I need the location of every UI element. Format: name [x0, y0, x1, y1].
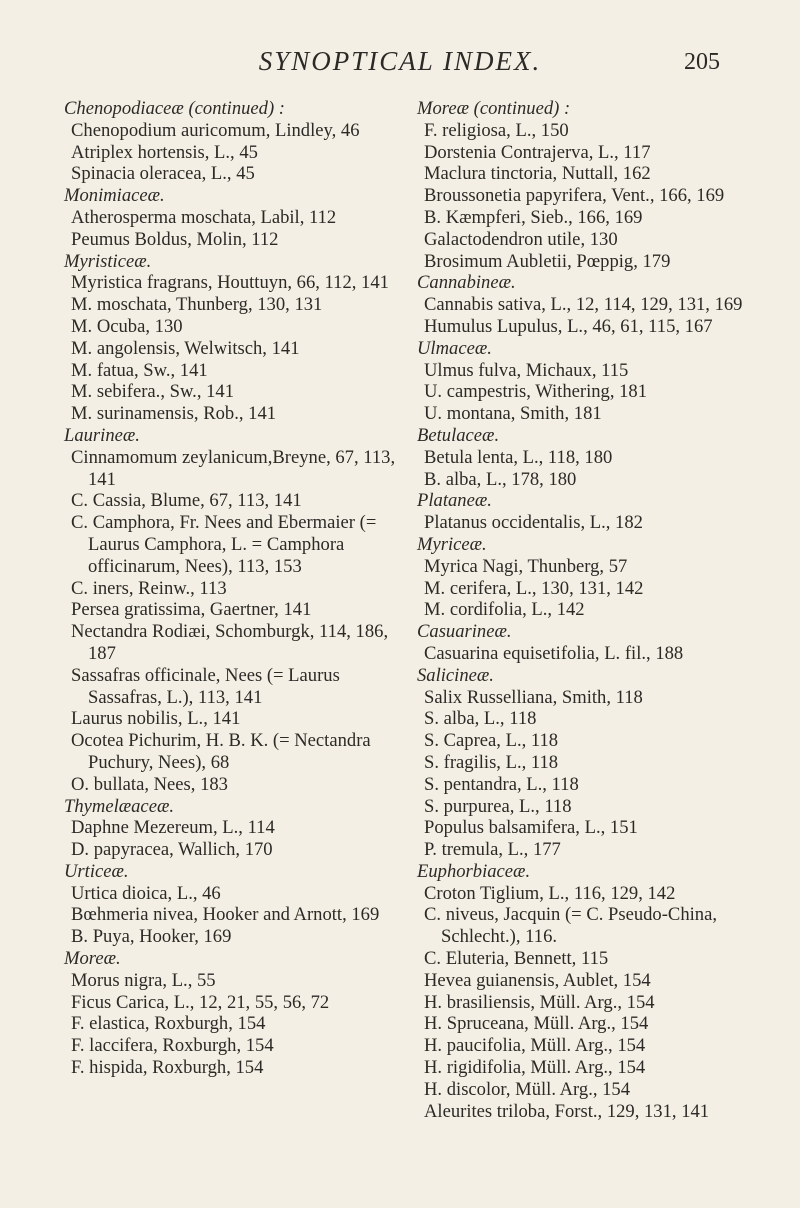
family-heading: Salicineæ.	[417, 664, 494, 686]
index-entry: C. Eluteria, Bennett, 115	[424, 948, 609, 970]
index-entry: Ulmus fulva, Michaux, 115	[424, 359, 629, 381]
index-entry: F. elastica, Roxburgh, 154	[71, 1013, 266, 1035]
index-entry: Aleurites triloba, Forst., 129, 131, 141	[424, 1100, 710, 1122]
index-entry: Atherosperma moschata, Labil, 112	[71, 206, 337, 228]
family-heading: Thymelæaceæ.	[64, 795, 174, 817]
index-entry: Nectandra Rodiæi, Schomburgk, 114, 186, 187	[71, 621, 389, 664]
index-entry: Maclura tinctoria, Nuttall, 162	[424, 163, 651, 185]
index-entry: Cannabis sativa, L., 12, 114, 129, 131, 169	[424, 294, 743, 316]
index-entry: Persea gratissima, Gaertner, 141	[71, 599, 312, 621]
index-entry: Populus balsamifera, L., 151	[424, 817, 638, 839]
index-entry: U. campestris, Withering, 181	[424, 381, 648, 403]
family-heading: Chenopodiaceæ (continued) :	[64, 98, 286, 119]
index-entry: Galactodendron utile, 130	[424, 228, 618, 250]
index-entry: M. Ocuba, 130	[71, 315, 183, 337]
index-entry: Myristica fragrans, Houttuyn, 66, 112, 141	[71, 272, 389, 294]
index-entry: Chenopodium auricomum, Lindley, 46	[71, 119, 360, 141]
index-entry: M. surinamensis, Rob., 141	[71, 403, 277, 425]
index-entry: M. fatua, Sw., 141	[71, 359, 208, 381]
index-entry: S. alba, L., 118	[424, 708, 537, 730]
index-entry: S. Caprea, L., 118	[424, 730, 559, 752]
index-entry: M. moschata, Thunberg, 130, 131	[71, 294, 323, 316]
left-column	[64, 98, 404, 1079]
family-heading: Euphorbiaceæ.	[417, 860, 531, 882]
index-entry: P. tremula, L., 177	[424, 839, 561, 861]
index-entry: Morus nigra, L., 55	[71, 969, 216, 991]
family-heading: Myriceæ.	[417, 533, 487, 555]
index-entry: Sassafras officinale, Nees (= Laurus Sassafras, L.), 113, 141	[71, 664, 340, 708]
family-heading: Monimiaceæ.	[64, 185, 165, 207]
index-entry: Platanus occidentalis, L., 182	[424, 512, 643, 534]
index-entry: C. niveus, Jacquin (= C. Pseudo-China, Schlecht.), 116.	[424, 904, 717, 948]
index-entry: Brosimum Aubletii, Pœppig, 179	[424, 250, 671, 272]
index-entry: D. papyracea, Wallich, 170	[71, 839, 273, 861]
index-entry: S. pentandra, L., 118	[424, 773, 579, 795]
index-entry: C. Cassia, Blume, 67, 113, 141	[71, 490, 302, 512]
index-entry: Humulus Lupulus, L., 46, 61, 115, 167	[424, 315, 713, 337]
index-entry: C. Camphora, Fr. Nees and Ebermaier (= Laurus Camphora, L. = Camphora officinarum, Nees), 113, 153	[71, 512, 377, 577]
index-entry: Hevea guianensis, Aublet, 154	[424, 969, 651, 991]
family-heading: Ulmaceæ.	[417, 337, 492, 359]
index-entry: S. purpurea, L., 118	[424, 795, 572, 817]
index-entry: Cinnamomum zeylanicum,Breyne, 67, 113, 141	[71, 446, 396, 490]
index-entry: Atriplex hortensis, L., 45	[71, 141, 258, 163]
index-entry: O. bullata, Nees, 183	[71, 773, 228, 795]
family-heading: Plataneæ.	[417, 490, 492, 512]
index-entry: Myrica Nagi, Thunberg, 57	[424, 555, 628, 577]
index-entry: M. cerifera, L., 130, 131, 142	[424, 577, 644, 599]
index-entry: Ocotea Pichurim, H. B. K. (= Nectandra Puchury, Nees), 68	[71, 730, 371, 773]
index-entry: Ficus Carica, L., 12, 21, 55, 56, 72	[71, 991, 330, 1013]
index-entry: Croton Tiglium, L., 116, 129, 142	[424, 882, 676, 904]
index-entry: Urtica dioica, L., 46	[71, 882, 221, 904]
family-heading: Casuarineæ.	[417, 621, 512, 643]
index-entry: Dorstenia Contrajerva, L., 117	[424, 141, 651, 163]
index-entry: B. alba, L., 178, 180	[424, 468, 577, 490]
family-heading: Betulaceæ.	[417, 424, 500, 446]
page-header	[0, 46, 800, 86]
index-entry: Salix Russelliana, Smith, 118	[424, 686, 643, 708]
page-number: 205	[684, 49, 720, 75]
family-heading: Myristiceæ.	[64, 250, 152, 272]
index-entry: C. iners, Reinw., 113	[71, 577, 227, 599]
family-heading: Laurineæ.	[64, 424, 140, 446]
family-heading: Cannabineæ.	[417, 272, 516, 294]
index-entry: B. Puya, Hooker, 169	[71, 926, 232, 948]
index-entry: Broussonetia papyrifera, Vent., 166, 169	[424, 185, 725, 207]
index-entry: Bœhmeria nivea, Hooker and Arnott, 169	[71, 904, 380, 926]
index-entry: U. montana, Smith, 181	[424, 403, 602, 425]
index-entry: M. cordifolia, L., 142	[424, 599, 585, 621]
index-entry: M. angolensis, Welwitsch, 141	[71, 337, 300, 359]
running-title: SYNOPTICAL INDEX.	[258, 46, 542, 76]
family-heading: Moreæ (continued) :	[417, 98, 571, 119]
index-entry: H. paucifolia, Müll. Arg., 154	[424, 1035, 646, 1057]
index-entry: H. Spruceana, Müll. Arg., 154	[424, 1013, 649, 1035]
index-entry: F. religiosa, L., 150	[424, 119, 569, 141]
index-entry: H. discolor, Müll. Arg., 154	[424, 1078, 631, 1100]
family-heading: Moreæ.	[64, 948, 121, 970]
family-heading: Urticeæ.	[64, 860, 129, 882]
index-entry: Casuarina equisetifolia, L. fil., 188	[424, 642, 684, 664]
index-entry: Betula lenta, L., 118, 180	[424, 446, 613, 468]
index-entry: Spinacia oleracea, L., 45	[71, 163, 255, 185]
index-entry: H. brasiliensis, Müll. Arg., 154	[424, 991, 655, 1013]
index-entry: M. sebifera., Sw., 141	[71, 381, 235, 403]
index-entry: Laurus nobilis, L., 141	[71, 708, 241, 730]
right-column	[417, 98, 757, 1122]
index-entry: S. fragilis, L., 118	[424, 751, 559, 773]
index-entry: B. Kæmpferi, Sieb., 166, 169	[424, 206, 643, 228]
index-entry: Peumus Boldus, Molin, 112	[71, 228, 279, 250]
index-entry: H. rigidifolia, Müll. Arg., 154	[424, 1057, 646, 1079]
index-entry: F. laccifera, Roxburgh, 154	[71, 1035, 274, 1057]
index-entry: Daphne Mezereum, L., 114	[71, 817, 275, 839]
index-entry: F. hispida, Roxburgh, 154	[71, 1057, 264, 1079]
